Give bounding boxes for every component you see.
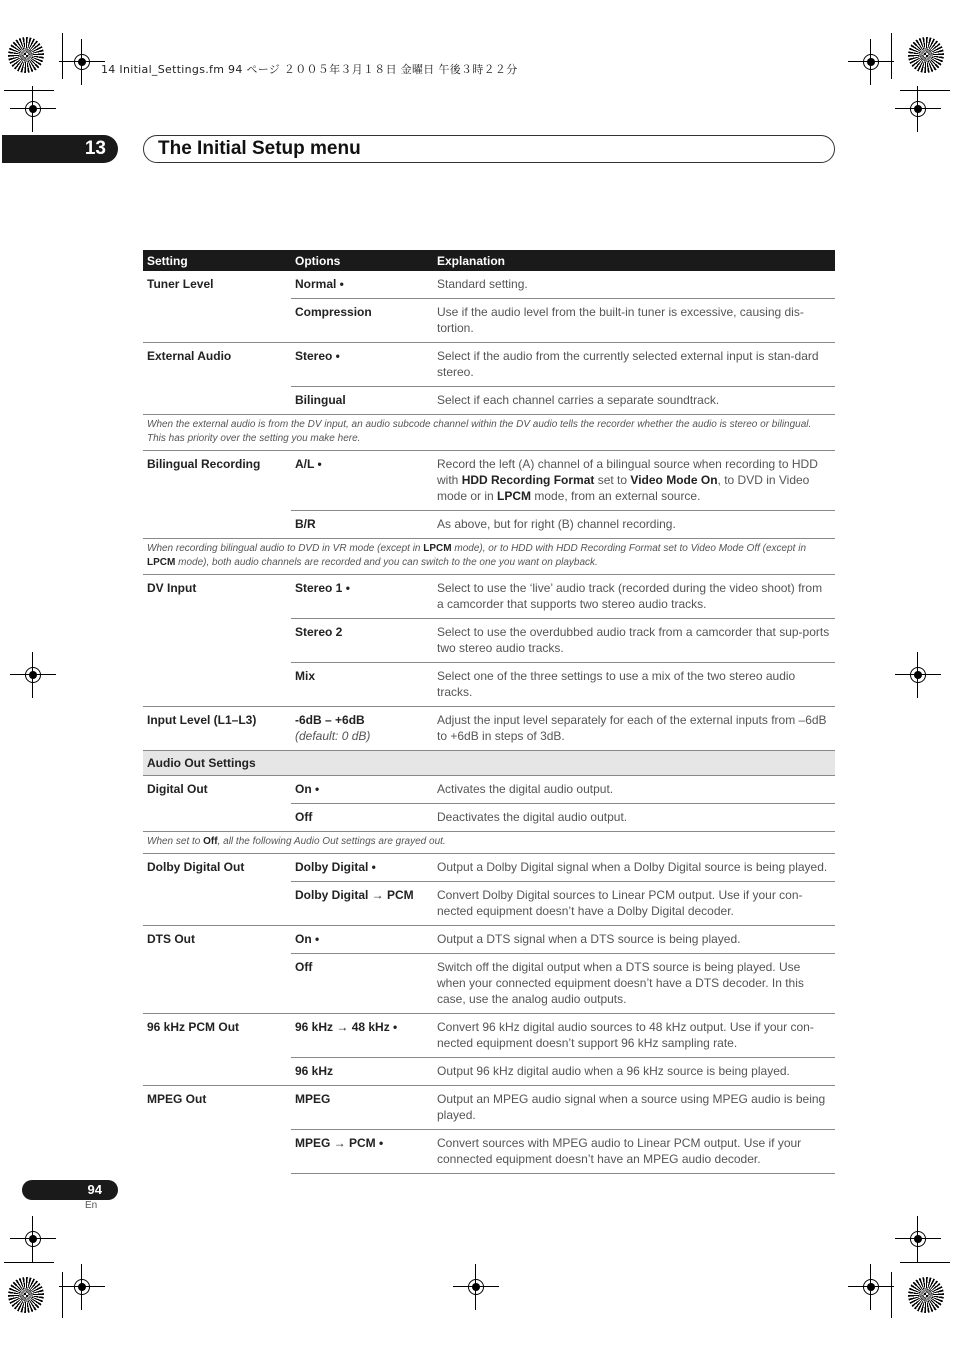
crosshair-mark-icon	[22, 1228, 44, 1250]
header-setting: Setting	[143, 250, 291, 271]
crop-mark	[4, 90, 54, 91]
option-explanation: Use if the audio level from the built-in tuner is excessive, causing dis-tortion.	[433, 299, 835, 343]
option-name: 96 kHz → 48 kHz •	[291, 1014, 433, 1058]
option-explanation: Record the left (A) channel of a bilingual source when recording to HDD with HDD Recording Format set to Video Mode On, to DVD in Video mode or in LPCM mode, from an external source.	[433, 451, 835, 511]
option-explanation: Output a DTS signal when a DTS source is being played.	[433, 926, 835, 954]
option-name: B/R	[291, 511, 433, 539]
chapter-title-box	[143, 135, 835, 163]
crosshair-mark-icon	[907, 664, 929, 686]
crosshair-mark-icon	[907, 98, 929, 120]
setting-name: Bilingual Recording	[143, 451, 291, 539]
table-row	[143, 776, 835, 804]
option-name: Dolby Digital → PCM	[291, 882, 433, 926]
table-note: When recording bilingual audio to DVD in VR mode (except in LPCM mode), or to HDD with HDD Recording Format set to Video Mode Off (except in LPCM mode), both audio channels are recorded and you can switch to the one you want on playback.	[143, 539, 835, 575]
table-row	[143, 854, 835, 882]
table-row	[143, 343, 835, 387]
crosshair-mark-icon	[860, 1276, 882, 1298]
crosshair-mark-icon	[22, 98, 44, 120]
option-name: 96 kHz	[291, 1058, 433, 1086]
option-name: MPEG → PCM •	[291, 1130, 433, 1174]
option-name: Compression	[291, 299, 433, 343]
option-explanation: Deactivates the digital audio output.	[433, 804, 835, 832]
option-explanation: Select to use the ‘live’ audio track (recorded during the video shoot) from a camcorder that supports two stereo audio tracks.	[433, 575, 835, 619]
option-explanation: Convert Dolby Digital sources to Linear PCM output. Use if your con-nected equipment doesn’t have a Dolby Digital decoder.	[433, 882, 835, 926]
table-row	[143, 451, 835, 511]
table-header-row	[143, 250, 835, 271]
table-note-row	[143, 832, 835, 854]
setting-name: Dolby Digital Out	[143, 854, 291, 926]
option-name: Dolby Digital •	[291, 854, 433, 882]
option-name: Normal •	[295, 277, 344, 291]
option-explanation: Select if each channel carries a separate soundtrack.	[433, 387, 835, 415]
option-explanation: Adjust the input level separately for each of the external inputs from –6dB to +6dB in steps of 3dB.	[433, 707, 835, 751]
option-explanation: Select if the audio from the currently selected external input is stan-dard stereo.	[433, 343, 835, 387]
crop-mark	[4, 1262, 54, 1263]
option-explanation: Output an MPEG audio signal when a source using MPEG audio is being played.	[433, 1086, 835, 1130]
crosshair-mark-icon	[860, 51, 882, 73]
crosshair-mark-icon	[71, 51, 93, 73]
option-name: MPEG	[291, 1086, 433, 1130]
setting-name: MPEG Out	[143, 1086, 291, 1174]
table-row	[143, 1014, 835, 1058]
option-name: Stereo 1 •	[291, 575, 433, 619]
option-name: Stereo 2	[291, 619, 433, 663]
option-explanation: Select one of the three settings to use a mix of the two stereo audio tracks.	[433, 663, 835, 707]
setting-name: 96 kHz PCM Out	[143, 1014, 291, 1086]
setting-name: Digital Out	[143, 776, 291, 832]
table-row	[143, 1086, 835, 1130]
registration-starburst-icon	[8, 1277, 44, 1313]
crosshair-mark-icon	[465, 1276, 487, 1298]
page-language: En	[85, 1200, 98, 1211]
crosshair-mark-icon	[907, 1228, 929, 1250]
option-explanation: Convert 96 kHz digital audio sources to 48 kHz output. Use if your con-nected equipment doesn’t support 96 kHz sampling rate.	[433, 1014, 835, 1058]
crosshair-mark-icon	[22, 664, 44, 686]
setting-name: DV Input	[143, 575, 291, 707]
table-note-row	[143, 539, 835, 575]
settings-table	[143, 250, 835, 1174]
table-note-row	[143, 415, 835, 451]
option-explanation: Standard setting.	[437, 277, 528, 291]
section-row	[143, 751, 835, 776]
option-name: Mix	[291, 663, 433, 707]
crop-mark	[891, 1272, 892, 1318]
option-explanation: Output a Dolby Digital signal when a Dolby Digital source is being played.	[433, 854, 835, 882]
registration-starburst-icon	[908, 37, 944, 73]
option-name: -6dB – +6dB (default: 0 dB)	[291, 707, 433, 751]
option-explanation: As above, but for right (B) channel recording.	[433, 511, 835, 539]
crop-mark	[891, 33, 892, 79]
option-explanation: Select to use the overdubbed audio track from a camcorder that sup-ports two stereo audio tracks.	[433, 619, 835, 663]
setting-name: External Audio	[143, 343, 291, 415]
chapter-title: The Initial Setup menu	[158, 138, 361, 159]
option-name: On •	[291, 926, 433, 954]
option-name: A/L •	[291, 451, 433, 511]
chapter-number-tab: 13	[2, 135, 118, 163]
registration-starburst-icon	[908, 1277, 944, 1313]
header-explanation: Explanation	[433, 250, 835, 271]
crosshair-mark-icon	[71, 1276, 93, 1298]
setting-name: Input Level (L1–L3)	[143, 707, 291, 751]
section-title: Audio Out Settings	[143, 751, 835, 776]
option-name: Off	[291, 954, 433, 1014]
table-note: When set to Off, all the following Audio Out settings are grayed out.	[143, 832, 835, 854]
option-name: Bilingual	[291, 387, 433, 415]
table-row	[143, 575, 835, 619]
crop-mark	[900, 1262, 950, 1263]
setting-name: DTS Out	[143, 926, 291, 1014]
option-name: Stereo •	[291, 343, 433, 387]
crop-mark	[900, 90, 950, 91]
setting-name: Tuner Level	[147, 277, 214, 291]
option-explanation: Output 96 kHz digital audio when a 96 kHz source is being played.	[433, 1058, 835, 1086]
option-explanation: Activates the digital audio output.	[433, 776, 835, 804]
registration-starburst-icon	[8, 37, 44, 73]
crop-mark	[62, 1272, 63, 1318]
header-options: Options	[291, 250, 433, 271]
table-note: When the external audio is from the DV input, an audio subcode channel within the DV audio tells the recorder whether the audio is stereo or bilingual. This has priority over the setting you make here.	[143, 415, 835, 451]
table-row	[143, 926, 835, 954]
file-header: 14 Initial_Settings.fm 94 ページ ２００５年３月１８日 金曜日 午後３時２２分	[101, 63, 518, 76]
option-explanation: Switch off the digital output when a DTS source is being played. Use when your connected equipment doesn’t have a DTS decoder. In this case, use the analog audio outputs.	[433, 954, 835, 1014]
page-number: 94	[22, 1180, 118, 1200]
table-row	[143, 271, 835, 299]
table-row	[143, 707, 835, 751]
crop-mark	[62, 33, 63, 79]
option-name: Off	[291, 804, 433, 832]
option-default: (default: 0 dB)	[295, 729, 371, 743]
option-explanation: Convert sources with MPEG audio to Linear PCM output. Use if your connected equipment doesn’t have an MPEG audio decoder.	[433, 1130, 835, 1174]
option-name: On •	[291, 776, 433, 804]
